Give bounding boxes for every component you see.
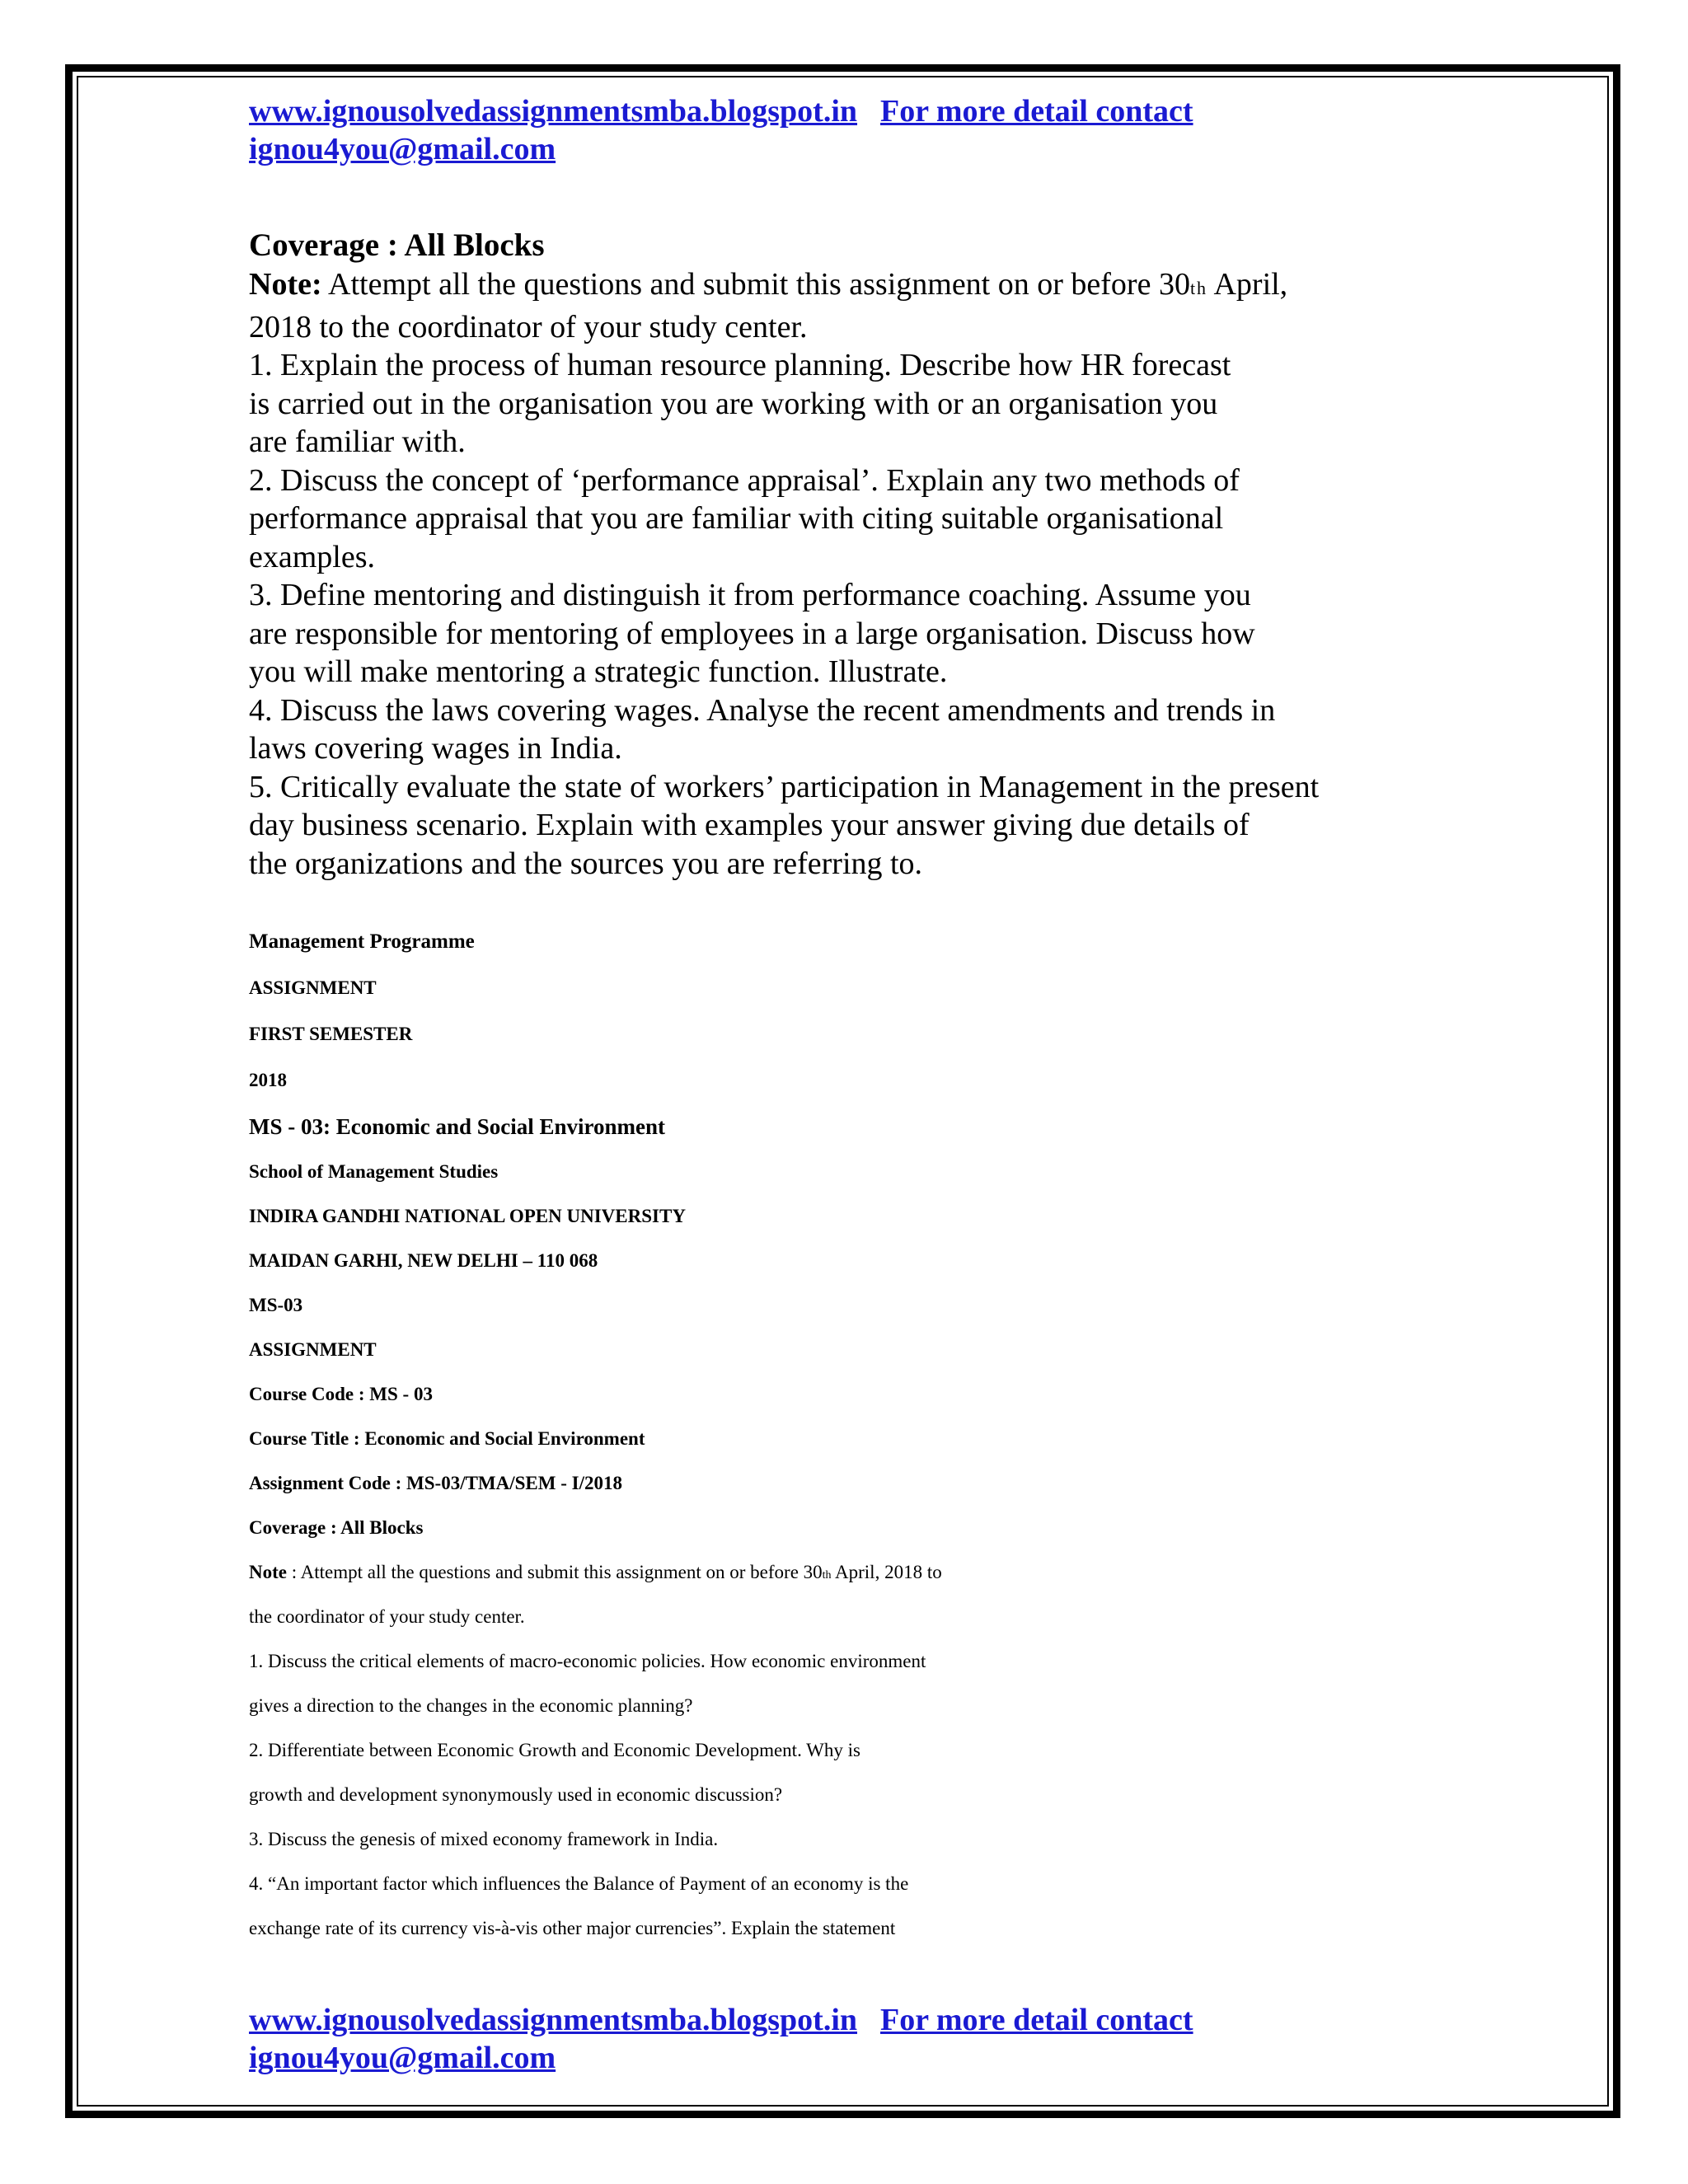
question-line: examples. (249, 539, 376, 574)
question-line: the organizations and the sources you are referring to. (249, 846, 923, 881)
university-address: MAIDAN GARHI, NEW DELHI – 110 068 (249, 1250, 598, 1271)
header-links (249, 92, 1436, 168)
footer-email-link[interactable]: ignou4you@gmail.com (249, 2041, 556, 2075)
question-line: 3. Define mentoring and distinguish it from performance coaching. Assume you (249, 578, 1251, 612)
note-text: Attempt all the questions and submit this assignment on or before 30 (321, 267, 1190, 302)
question-line-small: gives a direction to the changes in the economic planning? (249, 1695, 693, 1716)
site-link[interactable] (249, 92, 1436, 130)
question-line-small: growth and development synonymously used in economic discussion? (249, 1784, 783, 1805)
course-code: Course Code : MS - 03 (249, 1384, 433, 1404)
question-line: is carried out in the organisation you are working with or an organisation you (249, 386, 1218, 421)
note-line-2: 2018 to the coordinator of your study center. (249, 309, 808, 344)
footer-links (249, 2001, 1436, 2077)
note-superscript-small: th (822, 1569, 832, 1582)
question-line: are familiar with. (249, 424, 466, 459)
assignment-questions (249, 265, 1436, 883)
note-line-small (249, 1550, 1436, 1595)
programme-title: Management Programme (249, 930, 475, 953)
note-label-small: Note (249, 1562, 287, 1582)
note-label: Note: (249, 267, 322, 302)
semester-label: FIRST SEMESTER (249, 1024, 413, 1044)
school-name: School of Management Studies (249, 1161, 499, 1182)
coverage-heading: Coverage : All Blocks (249, 227, 545, 263)
course-title: Course Title : Economic and Social Environment (249, 1428, 645, 1449)
question-line-small: 2. Differentiate between Economic Growth and Economic Development. Why is (249, 1740, 860, 1760)
page-content (249, 92, 1436, 1951)
footer-contact-text[interactable]: For more detail contact (880, 2003, 1193, 2037)
question-line-small: exchange rate of its currency vis-à-vis other major currencies”. Explain the statement (249, 1918, 896, 1938)
question-line: laws covering wages in India. (249, 731, 622, 766)
note-text-small: : Attempt all the questions and submit this assignment on or before 30 (286, 1562, 823, 1582)
university-name: INDIRA GANDHI NATIONAL OPEN UNIVERSITY (249, 1206, 686, 1226)
footer-site-link-text[interactable]: www.ignousolvedassignmentsmba.blogspot.in (249, 2003, 858, 2037)
note-text-end: April, (1207, 267, 1288, 302)
assignment-code: Assignment Code : MS-03/TMA/SEM - I/2018 (249, 1473, 622, 1493)
note-line-small-2: the coordinator of your study center. (249, 1606, 525, 1627)
question-line: performance appraisal that you are familiar with citing suitable organisational (249, 501, 1224, 536)
coverage-label: Coverage : All Blocks (249, 1517, 424, 1538)
ms03-assignment-header (249, 919, 1436, 1951)
question-line-small: 1. Discuss the critical elements of macro-economic policies. How economic environment (249, 1651, 926, 1671)
note-text-small-end: April, 2018 to (831, 1562, 942, 1582)
note-line (249, 265, 1436, 308)
question-line: are responsible for mentoring of employees in a large organisation. Discuss how (249, 616, 1255, 651)
site-link-text[interactable]: www.ignousolvedassignmentsmba.blogspot.in (249, 94, 858, 129)
question-line: 4. Discuss the laws covering wages. Analyse the recent amendments and trends in (249, 692, 1276, 728)
question-line: you will make mentoring a strategic function. Illustrate. (249, 654, 948, 689)
note-superscript: th (1189, 278, 1208, 298)
question-line: 5. Critically evaluate the state of workers’ participation in Management in the present (249, 769, 1320, 804)
course-heading: MS - 03: Economic and Social Environment (249, 1114, 666, 1139)
question-line: day business scenario. Explain with examples your answer giving due details of (249, 808, 1250, 842)
assignment-label-2: ASSIGNMENT (249, 1339, 377, 1360)
assignment-label: ASSIGNMENT (249, 977, 377, 998)
email-link[interactable]: ignou4you@gmail.com (249, 132, 556, 166)
question-line: 2. Discuss the concept of ‘performance appraisal’. Explain any two methods of (249, 462, 1240, 498)
footer-site-link[interactable] (249, 2001, 1436, 2039)
course-code-short: MS-03 (249, 1295, 303, 1315)
year-label: 2018 (249, 1070, 287, 1090)
question-line: 1. Explain the process of human resource planning. Describe how HR forecast (249, 348, 1231, 382)
question-line-small: 4. “An important factor which influences the Balance of Payment of an economy is the (249, 1873, 909, 1894)
contact-text[interactable]: For more detail contact (880, 94, 1193, 129)
question-line-small: 3. Discuss the genesis of mixed economy framework in India. (249, 1829, 719, 1849)
